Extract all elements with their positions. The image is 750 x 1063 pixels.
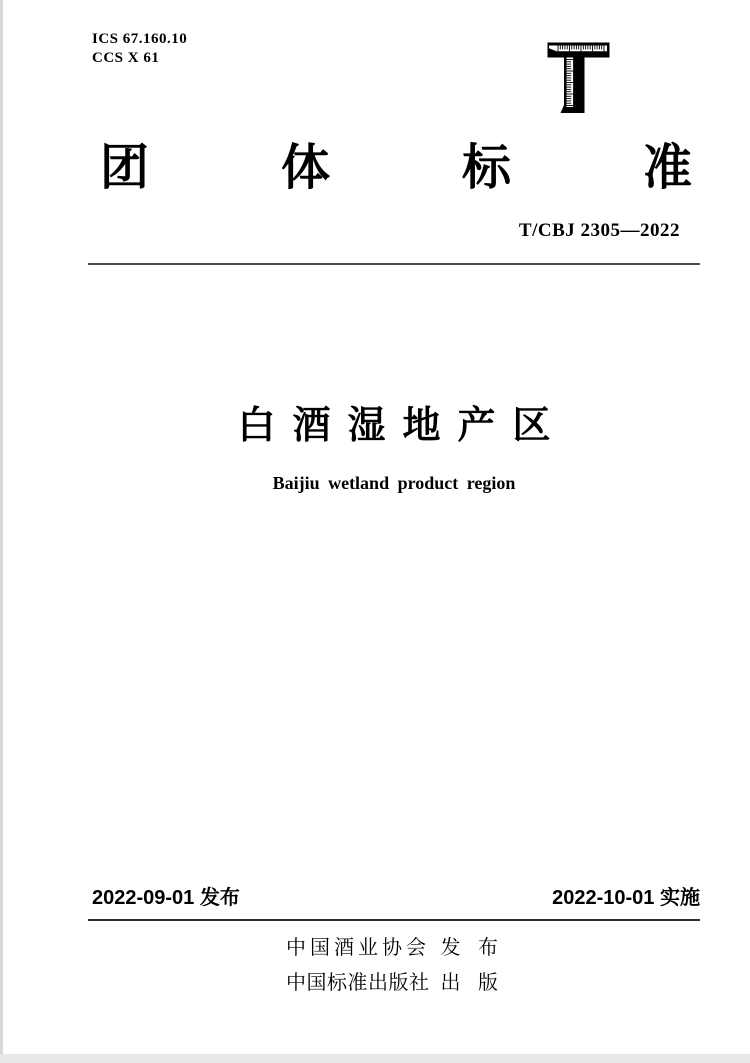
doc-type-char-1: 团	[100, 141, 150, 195]
publisher-role: 出 版	[440, 972, 504, 994]
doc-type-char-2: 体	[280, 141, 330, 195]
main-title-chinese: 白酒湿地产区	[237, 405, 568, 447]
dates-row	[92, 886, 700, 910]
header-divider-line	[88, 263, 700, 265]
issuer-role: 发 布	[440, 937, 504, 959]
ccs-code: CCS X 61	[92, 50, 160, 66]
doc-type-char-4: 准	[642, 141, 692, 195]
publisher-name: 中国标准出版社	[286, 972, 430, 994]
classification-codes	[92, 30, 187, 68]
group-standard-T-logo-icon	[547, 42, 610, 115]
doc-type-char-3: 标	[461, 141, 511, 195]
document-type-title	[100, 143, 692, 193]
footer-divider-line	[88, 919, 700, 921]
issue-date: 2022-09-01 发布	[92, 887, 240, 909]
standard-number: T/CBJ 2305—2022	[518, 220, 680, 241]
ics-code: ICS 67.160.10	[92, 31, 188, 47]
issuer-name: 中国酒业协会	[286, 937, 430, 959]
implementation-date: 2022-10-01 实施	[552, 887, 700, 909]
page-left-edge	[0, 0, 3, 1063]
publisher-row	[286, 971, 504, 995]
publisher-block	[286, 936, 504, 1006]
main-title-english: Baijiu wetland product region	[272, 473, 516, 493]
issuer-row	[286, 936, 504, 960]
page-bottom-edge	[0, 1054, 750, 1063]
